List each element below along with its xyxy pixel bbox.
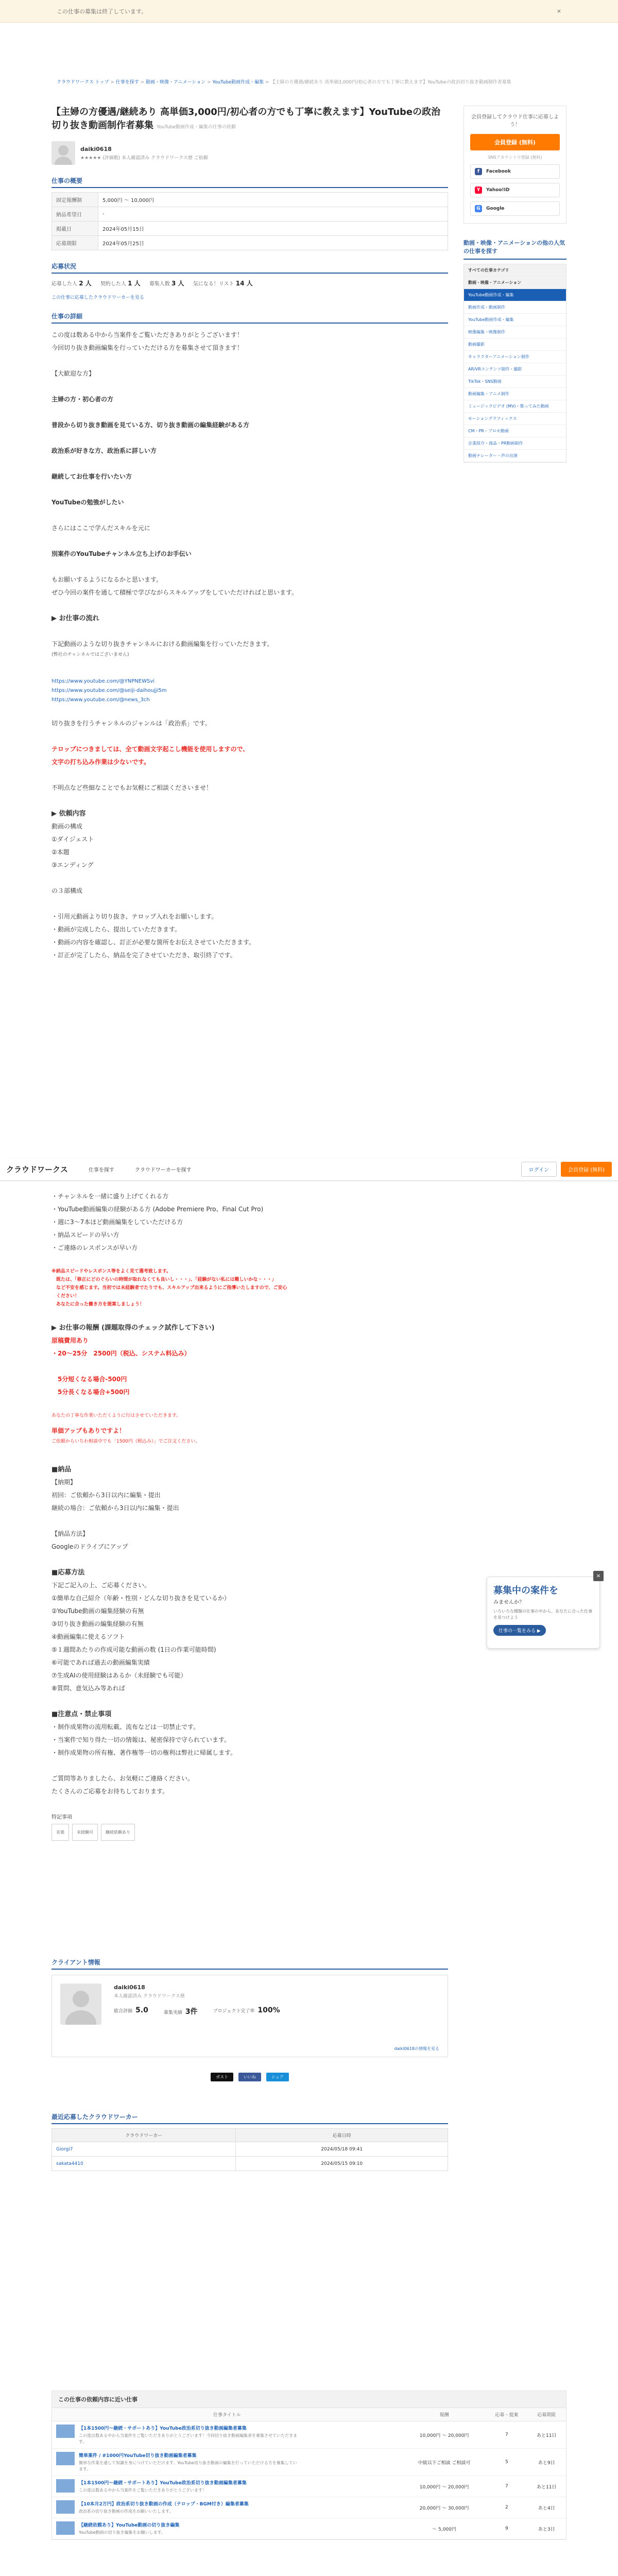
table-row <box>52 2497 566 2518</box>
category-item[interactable]: キャラクターアニメーション制作 <box>464 351 566 363</box>
detail-line: ぜひ今回の案件を通して積極で学びながらスキルアップをしていただければと思います。 <box>52 589 298 596</box>
table-row <box>52 2476 566 2497</box>
pay-line <box>52 1360 448 1373</box>
skills-title: 特記事項 <box>52 1815 72 1820</box>
avatar[interactable] <box>60 1984 101 2025</box>
spacer <box>52 664 448 676</box>
logo[interactable]: クラウドワークス <box>6 1165 68 1174</box>
job-title-link[interactable]: 【1本1500円〜継続・サポートあり】YouTube政治系切り抜き動画編集者募集 <box>79 2426 247 2431</box>
job-title-link[interactable]: 【10本月2万円】政治系切り抜き動画の作成（テロップ・BGM付き）編集者募集 <box>79 2502 249 2507</box>
client-more-link[interactable]: daiki0618の情報を見る <box>394 2046 439 2051</box>
rule-line: たくさんのご応募をお待ちしております。 <box>52 1788 169 1795</box>
category-item[interactable]: TikTok・SNS動画 <box>464 376 566 388</box>
client-info-title: クライアント情報 <box>52 1958 448 1970</box>
detail-line <box>52 599 448 612</box>
share-button[interactable]: シェア <box>266 2073 289 2081</box>
detail-line: ③エンディング <box>52 861 94 869</box>
delivery-line: 【納品方法】 <box>52 1530 89 1537</box>
job-count: 2 <box>486 2497 527 2518</box>
google-icon: G <box>475 205 482 212</box>
applicants-title: 最近応募したクラウドワーカー <box>52 2112 448 2124</box>
pay-note: ご依頼からいちわ相談中でも「1500円（税込み）」でご注文ください。 <box>52 1439 200 1444</box>
closed-notice <box>0 0 618 23</box>
job-title-link[interactable]: 【継続依頼あり】YouTube動画の切り抜き編集 <box>79 2523 180 2528</box>
application-stats: 応募した人 2 人 契約した人 1 人 募集人数 3 人 気になる！リスト 14 人 <box>52 280 253 287</box>
table-row: sakata4410 2024/05/15 09:10 <box>52 2157 448 2171</box>
apply-title: ■応募方法 <box>52 1569 85 1577</box>
similar-jobs-section <box>52 2391 566 2540</box>
detail-line: もお願いするようになるかと思います。 <box>52 576 163 583</box>
job-pay: 中級以下ご相談 ご相談可 <box>402 2449 487 2476</box>
detail-line: 普段から切り抜き動画を見ている方、切り抜き動画の編集経験がある方 <box>52 421 250 429</box>
category-item[interactable]: モーショングラフィックス <box>464 413 566 425</box>
client-metrics <box>114 2006 280 2016</box>
rules-title: ■注意点・禁止事項 <box>52 1710 112 1718</box>
sidebar <box>464 106 566 463</box>
job-count: 9 <box>486 2518 527 2539</box>
emphasis-line: テロップにつきましては、全て動画文字起こし機能を使用しますので、 <box>52 745 249 753</box>
job-detail <box>52 329 448 962</box>
detail-line: ▶ 依頼内容 <box>52 810 86 818</box>
spacer <box>52 1450 448 1463</box>
closed-notice-text: この仕事の募集は終了しています。 <box>57 8 147 15</box>
apply-line: ⑤１週間あたりの作成可能な動画の数 (1日の作業可能時間) <box>52 1646 216 1653</box>
category-item[interactable]: 動画作成・動画制作 <box>464 301 566 314</box>
breadcrumb-item[interactable]: 仕事を探す <box>115 80 139 85</box>
category-list <box>464 264 566 463</box>
job-pay: 20,000円 〜 30,000円 <box>402 2497 487 2518</box>
pay-line: 原稿費用あり <box>52 1337 89 1344</box>
job-pay: 10,000円 〜 20,000円 <box>402 2476 487 2497</box>
detail-line <box>52 535 448 548</box>
detail-line <box>52 432 448 445</box>
pay-note: あなたの丁寧な作業いただくように行はさせていただきます。 <box>52 1413 181 1418</box>
worker-link[interactable]: Giorgi7 <box>56 2146 73 2152</box>
category-item[interactable]: 動画ナレーター・声の出演 <box>464 450 566 462</box>
delivery-line: 継続の場合：ご依頼から3日以内に編集・提出 <box>52 1504 179 1512</box>
detail-line <box>52 704 448 717</box>
detail-line <box>52 354 448 367</box>
job-count: 7 <box>486 2476 527 2497</box>
detail-line: ・動画が完成したら、提出していただきます。 <box>52 926 181 933</box>
share-x-button[interactable]: ポスト <box>211 2073 233 2081</box>
youtube-link[interactable]: https://www.youtube.com/@seiji-daihoujji5m <box>52 688 167 693</box>
client-name[interactable]: daiki0618 <box>80 146 112 152</box>
detail-line: さらにはここで学んだスキルを元に <box>52 524 150 532</box>
detail-line <box>52 483 448 496</box>
metric: 募集実績 3件 <box>163 2008 198 2016</box>
category-item[interactable]: AR/VRコンテンツ制作・撮影 <box>464 363 566 376</box>
page-title: 【主婦の方優遇/継続あり 高単価3,000円/初心者の方でも丁寧に教えます】YouTubeの政治切り抜き動画制作者募集 YouTube動画作成・編集の仕事の依頼 <box>52 107 441 131</box>
job-thumbnail <box>56 2521 75 2535</box>
client-meta: ★★★★★ (評価数) 本人確認済み クラウドワークス歴 ご依頼 <box>80 156 208 161</box>
delivery-line <box>52 1515 448 1528</box>
spacer <box>52 1309 448 1321</box>
category-item[interactable]: すべての仕事カテゴリ <box>464 264 566 277</box>
detail-line: ・訂正が完了したら、納品を完了させていただき、取引終了です。 <box>52 952 236 959</box>
column-header: 仕事タイトル <box>52 2408 402 2421</box>
detail-line: この度は数ある中から当案件をご覧いただきありがとうございます！ <box>52 331 244 338</box>
job-detail-continued <box>52 1190 448 1841</box>
delivery-line: 初回：ご依頼から3日以内に編集・提出 <box>52 1492 161 1499</box>
client-summary <box>52 141 448 165</box>
detail-line: 切り抜きを行うチャンネルのジャンルは「政治系」です。 <box>52 720 211 727</box>
job-thumbnail <box>56 2479 75 2493</box>
job-description: この度は数ある中から当案件をご覧いただきありがとうございます！ <box>79 2488 207 2493</box>
job-pay: 〜 5,000円 <box>402 2518 487 2539</box>
spacer <box>52 1798 448 1811</box>
detail-line <box>52 897 448 910</box>
detail-link-row <box>52 695 448 704</box>
share-like-button[interactable]: いいね <box>238 2073 261 2081</box>
breadcrumb-item[interactable]: クラウドワークス トップ <box>57 80 109 85</box>
job-count: 7 <box>486 2421 527 2449</box>
banner-title: 募集中の案件を <box>493 1585 558 1596</box>
pay-line: 5分短くなる場合-500円 <box>52 1376 127 1383</box>
detail-title: 仕事の詳細 <box>52 312 448 324</box>
avatar[interactable] <box>52 141 75 165</box>
detail-line: ▶ お仕事の流れ <box>52 615 99 622</box>
emphasis-line: 文字の打ち込み作業は少ないです。 <box>52 758 150 766</box>
overview-title: 仕事の概要 <box>52 176 448 188</box>
rule-line: ご質問等ありましたら、お気軽にご連絡ください。 <box>52 1775 194 1782</box>
apply-line: ③切り抜き動画の編集経験の有無 <box>52 1620 144 1628</box>
job-limit: あと9日 <box>527 2449 566 2476</box>
register-button[interactable]: 会員登録 (無料) <box>470 134 560 150</box>
spacer <box>52 1255 448 1267</box>
job-list-banner[interactable] <box>487 1572 601 1649</box>
register-message: 会員登録してクラウド仕事に応募しよう！ <box>471 114 559 128</box>
detail-line: ・引用元動画より切り抜き、テロップ入れをお願いします。 <box>52 913 218 920</box>
job-thumbnail <box>56 2500 75 2514</box>
skill-tag[interactable]: 音楽 <box>52 1824 69 1841</box>
similar-jobs-table <box>52 2408 566 2539</box>
category-item[interactable]: 動画・映像・アニメーション <box>464 277 566 289</box>
apply-line: ⑦生成AIの使用経験はあるか（未経験でも可能） <box>52 1672 187 1679</box>
facebook-icon: f <box>475 168 482 175</box>
category-item[interactable]: CM・PR・プロモ動画 <box>464 425 566 437</box>
detail-line: 下記動画のような切り抜きチャンネルにおける動画編集を行っていただきます。 <box>52 640 273 648</box>
banner-text: いろいろな種類の仕事の中から、あなたに合った仕事を見つけよう <box>493 1609 592 1620</box>
rule-line: ・制作成果物の所有権、著作権等一切の権利は弊社に帰属します。 <box>52 1749 237 1756</box>
client-name[interactable]: daiki0618 <box>114 1984 145 1991</box>
job-title-link[interactable]: 簡単案件 / #1000円YouTube切り抜き動画編集者募集 <box>79 2453 197 2459</box>
similar-jobs-title: この仕事の依頼内容に近い仕事 <box>52 2391 566 2408</box>
close-icon[interactable]: × <box>593 1571 604 1581</box>
category-item[interactable]: YouTube動画作成・編集 <box>464 314 566 326</box>
breadcrumb: クラウドワークス トップ > 仕事を探す > 動画・映像・アニメーション > YouTube動画作成・編集 > 【主婦の方優遇/継続あり 高単価3,000円/初心者の方でも丁寧に教えます】YouTubeの政治切り抜き動画制作者募集 <box>57 80 511 85</box>
detail-line <box>52 406 448 419</box>
table-row <box>52 2421 566 2449</box>
register-header-button[interactable]: 会員登録 (無料) <box>561 1162 612 1177</box>
job-thumbnail <box>56 2452 75 2465</box>
detail-line: ・納品スピードの早い方 <box>52 1231 119 1239</box>
category-item[interactable]: 動画撮影 <box>464 338 566 351</box>
client-meta: 本人確認済み クラウドワークス歴 <box>114 1994 185 1999</box>
detail-line: 不明点など些細なことでもお気軽にご相談くださいませ！ <box>52 784 213 791</box>
apply-line: ②YouTube動画の編集経験の有無 <box>52 1607 144 1615</box>
job-description: 政治系の切り抜き動画の作成をお願いいたします。 <box>79 2509 174 2514</box>
detail-line: ・動画の内容を確認し、訂正が必要な箇所をお伝えさせていただきます。 <box>52 939 255 946</box>
see-applicants-link[interactable]: この仕事に応募したクラウドワーカーを見る <box>52 295 144 300</box>
share-buttons <box>52 2073 448 2081</box>
login-button[interactable]: ログイン <box>521 1162 557 1177</box>
delivery-line: Googleのドライブにアップ <box>52 1543 128 1550</box>
banner-button[interactable]: 仕事の一覧をみる ▶ <box>493 1625 546 1636</box>
detail-line: ・YouTube動画編集の経験がある方 (Adobe Premiere Pro、Final Cut Pro) <box>52 1206 264 1213</box>
detail-line <box>52 509 448 522</box>
detail-note: (弊社のチャンネルではございません) <box>52 652 129 657</box>
category-item[interactable]: 映像編集・映像制作 <box>464 326 566 338</box>
client-info-section <box>52 1958 448 2171</box>
main-column <box>52 106 448 962</box>
detail-line: 主婦の方・初心者の方 <box>52 396 114 403</box>
column-header: 応募・提案 <box>486 2408 527 2421</box>
yahoo-button[interactable]: Y Yahoo!ID <box>470 183 560 197</box>
warning-line: ください！ <box>52 1294 80 1299</box>
delivery-title: ■納品 <box>52 1466 72 1473</box>
category-item[interactable]: 動画編集・アニメ制作 <box>464 388 566 400</box>
job-count: 5 <box>486 2449 527 2476</box>
detail-line: ①ダイジェスト <box>52 836 94 843</box>
detail-line: 別案件のYouTubeチャンネル立ち上げのお手伝い <box>52 550 192 557</box>
job-limit: あと4日 <box>527 2497 566 2518</box>
category-item[interactable]: 企業紹介・商品・PR動画制作 <box>464 437 566 450</box>
skill-tag[interactable]: 継続依頼あり <box>101 1824 135 1841</box>
detail-line: ・チャンネルを一緒に盛り上げてくれる方 <box>52 1193 169 1200</box>
spacer <box>52 1553 448 1566</box>
detail-line: ・週に3〜7本ほど動画編集をしていただける方 <box>52 1218 183 1226</box>
stats-title: 応募状況 <box>52 262 448 274</box>
pay-note: 単価アップもありですよ！ <box>52 1427 126 1434</box>
category-item[interactable]: YouTube動画作成・編集 <box>464 289 566 301</box>
detail-line: 政治系が好きな方、政治系に詳しい方 <box>52 447 157 454</box>
youtube-link[interactable]: https://www.youtube.com/@YNPNEWSvi <box>52 679 155 684</box>
job-pay: 10,000円 〜 20,000円 <box>402 2421 487 2449</box>
column-header: 報酬 <box>402 2408 487 2421</box>
column-header: 応募期限 <box>527 2408 566 2421</box>
warning-line: あなたに合った働き方を提案しましょう！ <box>52 1302 145 1307</box>
rule-line <box>52 1759 448 1772</box>
rule-line: ・当案件で知り得た一切の情報は、秘密保持で守られています。 <box>52 1736 231 1743</box>
warning-line: 既たは、「修正にどのぐらいの時間が取れなくても良いし・・・」、「経験がない私には難しいかな・・・」 <box>52 1277 277 1282</box>
pay-line: ・20〜25分 2500円（税込、システム料込み） <box>52 1350 191 1357</box>
detail-line <box>52 561 448 573</box>
overview-table: 固定報酬制 5,000円 〜 10,000円 納品希望日 - 掲載日 2024年05月15日 応募期限 2024年05月25日 <box>52 192 448 250</box>
youtube-link[interactable]: https://www.youtube.com/@news_3ch <box>52 697 150 703</box>
category-item[interactable]: ミュージックビデオ (MV)・歌ってみた動画 <box>464 400 566 413</box>
detail-line: 今回切り抜き動画編集を行っていただける方を募集させて頂きます！ <box>52 344 244 351</box>
detail-line: ・ご連絡のレスポンスが早い方 <box>52 1244 138 1251</box>
detail-line: YouTubeの勉強がしたい <box>52 499 124 506</box>
applicants-table: クラウドワーカー 応募日時 Giorgi7 2024/05/18 09:41 sakata4410 2024/05/15 09:10 <box>52 2128 448 2171</box>
breadcrumb-current: 【主婦の方優遇/継続あり 高単価3,000円/初心者の方でも丁寧に教えます】YouTubeの政治切り抜き動画制作者募集 <box>270 80 511 85</box>
detail-line <box>52 380 448 393</box>
spacer <box>52 1399 448 1412</box>
apply-line: ⑧質問、意気込み等あれば <box>52 1685 125 1692</box>
detail-line: 動画の構成 <box>52 823 83 830</box>
table-row: Giorgi7 2024/05/18 09:41 <box>52 2142 448 2157</box>
close-icon[interactable]: × <box>556 8 561 14</box>
category-title: 動画・映像・アニメーションの他の人気の仕事を探す <box>464 239 566 260</box>
detail-link-row <box>52 686 448 695</box>
job-thumbnail <box>56 2425 75 2438</box>
google-button[interactable]: G Google <box>470 201 560 216</box>
skill-tag[interactable]: 未経験可 <box>72 1824 98 1841</box>
breadcrumb-item[interactable]: YouTube動画作成・編集 <box>212 80 264 85</box>
sns-note: SNSアカウントで登録 (無料) <box>488 155 542 160</box>
detail-link-row <box>52 676 448 686</box>
register-panel <box>464 106 566 224</box>
facebook-button[interactable]: f Facebook <box>470 164 560 179</box>
worker-link[interactable]: sakata4410 <box>56 2161 83 2166</box>
client-info-box <box>52 1975 448 2057</box>
banner-subtitle: みませんか？ <box>493 1600 524 1605</box>
yahoo-icon: Y <box>475 187 482 194</box>
apply-line: ④動画編集に使えるソフト <box>52 1633 125 1640</box>
metric: プロジェクト完了率 100% <box>213 2006 280 2014</box>
sticky-header <box>0 1158 618 1181</box>
detail-line: の３部構成 <box>52 887 83 894</box>
job-limit: あと11日 <box>527 2421 566 2449</box>
nav-find-workers[interactable]: クラウドワーカーを探す <box>134 1167 192 1173</box>
table-row <box>52 2449 566 2476</box>
warning-line: など不安を感じます。当初では未経験者でたりでも、スキルアップ出来るようにご指導いたしますので、ご安心 <box>52 1285 287 1291</box>
detail-line <box>52 730 448 743</box>
job-limit: あと3日 <box>527 2518 566 2539</box>
table-row <box>52 2518 566 2539</box>
detail-line <box>52 794 448 807</box>
detail-line: 【大歓迎な方】 <box>52 370 95 377</box>
spacer <box>52 1695 448 1708</box>
detail-line <box>52 625 448 638</box>
detail-line <box>52 872 448 885</box>
pay-title: ▶ お仕事の報酬 (課題取得のチェック試作して下さい) <box>52 1324 215 1332</box>
detail-line <box>52 457 448 470</box>
detail-line: 継続してお仕事を行いたい方 <box>52 473 132 480</box>
breadcrumb-item[interactable]: 動画・映像・アニメーション <box>146 80 206 85</box>
warning-line: ※納品スピードやレスポンス等をよく見て選考致します。 <box>52 1269 171 1274</box>
job-title-link[interactable]: 【1本1500円〜継続・サポートあり】YouTube政治系切り抜き動画編集者募集 <box>79 2481 247 2486</box>
rule-line: ・制作成果物の流用転載、流布などは一切禁止です。 <box>52 1723 200 1731</box>
job-description: 簡単な作業を通して知識を身につけていただけます。YouTube切り抜き動画の編集を行っていただける方を募集しています。 <box>79 2461 297 2471</box>
skill-tags <box>52 1824 448 1841</box>
pay-line: 5分長くなる場合+500円 <box>52 1388 130 1396</box>
metric: 総合評価 5.0 <box>114 2006 148 2014</box>
detail-line: ②本題 <box>52 849 70 856</box>
job-description: この度は数ある中から当案件をご覧いただきありがとうございます！今回切り抜き動画編集者を募集させていただきます。 <box>79 2433 297 2444</box>
delivery-line: 【納期】 <box>52 1479 77 1486</box>
detail-line <box>52 769 448 782</box>
job-limit: あと11日 <box>527 2476 566 2497</box>
job-description: YouTube動画の切り抜き編集をお願いします。 <box>79 2530 165 2535</box>
nav-find-jobs[interactable]: 仕事を探す <box>88 1167 114 1173</box>
title-note: YouTube動画作成・編集の仕事の依頼 <box>157 125 236 130</box>
apply-line: ①簡単な自己紹介（年齢・性別・どんな切り抜きを見ているか） <box>52 1595 230 1602</box>
apply-line: ⑥可能であれば過去の動画編集実績 <box>52 1659 150 1666</box>
apply-line: 下記ご記入の上、ご応募ください。 <box>52 1582 151 1589</box>
